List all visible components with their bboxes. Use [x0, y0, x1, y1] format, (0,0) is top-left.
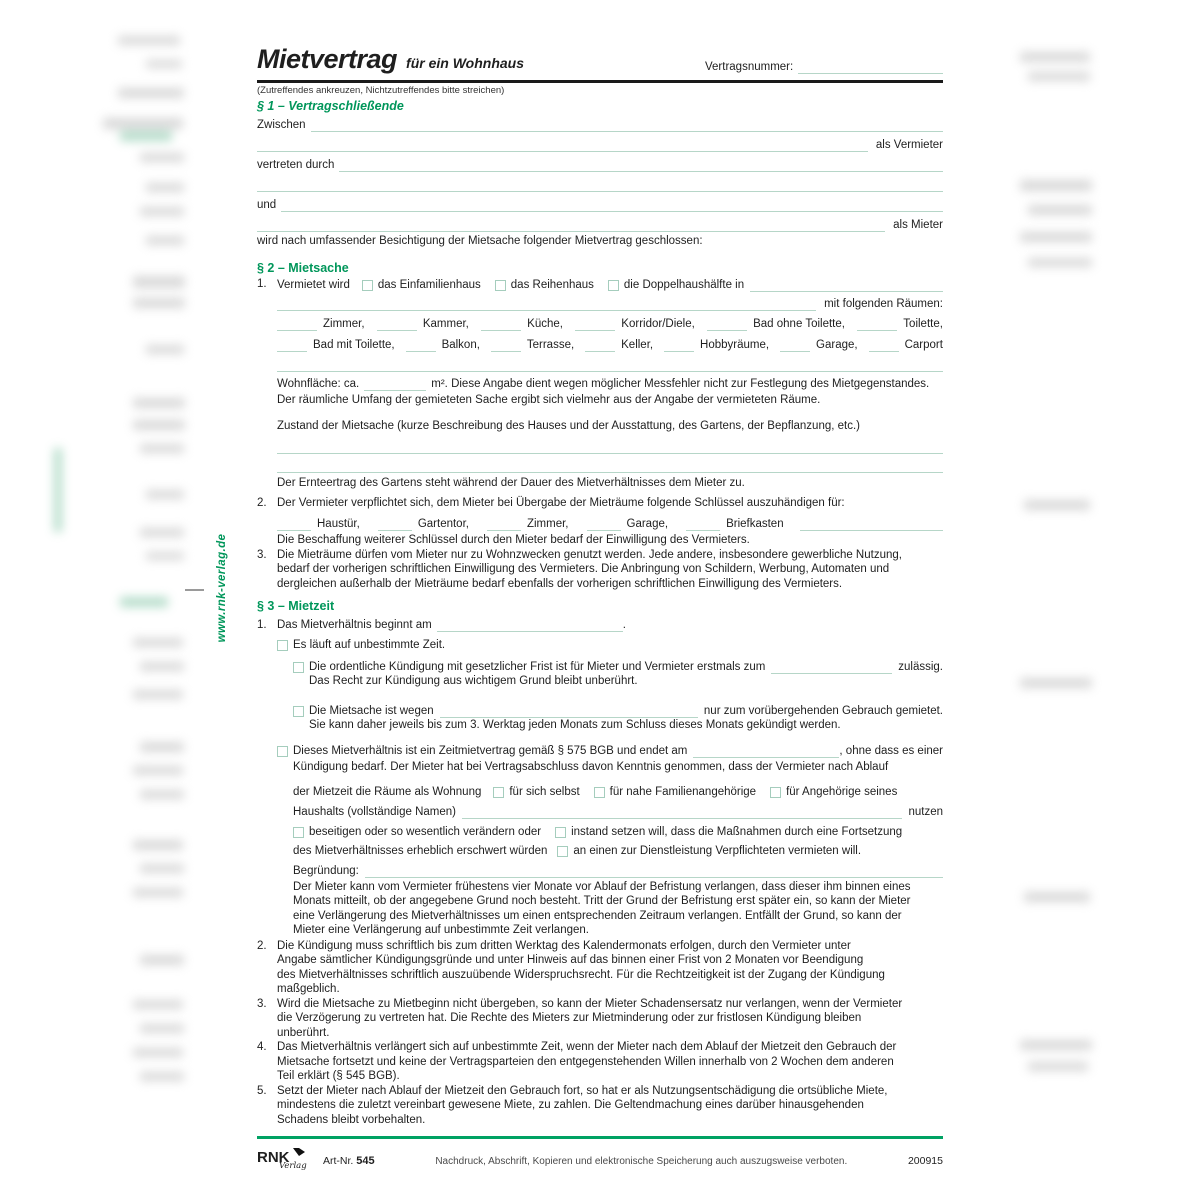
mietzeit-raeume-label: der Mietzeit die Räume als Wohnung [293, 785, 482, 798]
rooms-extra-line[interactable] [277, 359, 943, 372]
checkbox-unbestimmte-zeit[interactable] [277, 640, 288, 651]
blur-shape [146, 552, 184, 560]
mietbeginn-row [277, 618, 943, 632]
contract-number-label: Vertragsnummer: [705, 61, 794, 73]
blur-shape [140, 153, 184, 162]
vermieter-name-line-1[interactable] [311, 119, 943, 132]
nutzung-optionen-row [293, 775, 943, 799]
ort-line[interactable] [750, 279, 943, 292]
blur-shape [1028, 1062, 1088, 1071]
item-number: 2. [257, 939, 267, 952]
instand-label: instand setzen will, dass die Maßnahmen durch eine Fortsetzung [571, 825, 903, 838]
wegen-label: Die Mietsache ist wegen [309, 704, 434, 717]
checkbox-doppelhaushaelfte[interactable] [608, 280, 619, 291]
rooms-row-1 [277, 311, 943, 331]
beseitigen-label: beseitigen oder so wesentlich verändern oder [309, 825, 542, 838]
room-label: Garage, [816, 339, 858, 351]
blur-shape [1028, 205, 1092, 215]
contract-document [257, 0, 943, 1200]
begruendung-label: Begründung: [293, 864, 359, 877]
art-number-value: 545 [356, 1155, 375, 1167]
schluessel-label: Gartentor, [417, 518, 469, 530]
mieter-row [257, 212, 943, 232]
room-count-line[interactable] [277, 339, 307, 352]
room-count-line[interactable] [481, 318, 521, 331]
checkbox-einfamilienhaus[interactable] [362, 280, 373, 291]
zustand-row-2 [277, 454, 943, 473]
blur-shape [1020, 180, 1092, 191]
schluessel-text: Der Vermieter verpflichtet sich, dem Mieter bei Übergabe der Mieträume folgende Schlüssel auszuhändigen für: [277, 496, 845, 509]
rnk-verlag-logo [257, 1150, 319, 1172]
room-count-line[interactable] [491, 339, 521, 352]
schluessel-count-line[interactable] [378, 518, 412, 531]
blur-shape [1020, 232, 1092, 242]
mietbeginn-label: Das Mietverhältnis beginnt am [277, 619, 432, 631]
title-rule [257, 80, 943, 83]
vermietet-wird-row [277, 277, 943, 292]
schluessel-row [277, 510, 943, 531]
room-count-line[interactable] [406, 339, 436, 352]
room-label: Küche, [527, 318, 563, 330]
familienangehoerige-label: für nahe Familienangehörige [609, 785, 757, 798]
room-label: Bad mit Toilette, [313, 339, 395, 351]
blur-shape [133, 420, 185, 430]
blur-shape [140, 528, 184, 537]
contract-number-group [705, 58, 943, 74]
blur-shape [133, 840, 183, 850]
begruendung-row [293, 858, 943, 878]
blur-shape [140, 955, 184, 965]
vermietet-wird-label: Vermietet wird [277, 279, 350, 291]
wohnflaeche-text-1: m². Diese Angabe dient wegen möglicher Messfehler nicht zur Festlegung des Mietgegenstandes. [431, 378, 930, 390]
blur-shape [140, 207, 184, 216]
room-label: Carport [904, 339, 943, 351]
item-number: 5. [257, 1084, 267, 1097]
schluessel-label: Garage, [626, 518, 669, 530]
raeume-suffix-label: mit folgenden Räumen: [824, 298, 943, 310]
erschwert-label: des Mietverhältnisses erheblich erschwert würden [293, 844, 548, 857]
room-count-line[interactable] [707, 318, 747, 331]
contract-number-line[interactable] [798, 61, 943, 74]
room-count-line[interactable] [377, 318, 417, 331]
room-label: Hobbyräume, [700, 339, 770, 351]
blur-shape [146, 490, 184, 499]
blur-shape [140, 444, 184, 453]
blur-shape [140, 864, 184, 873]
room-count-line[interactable] [780, 339, 810, 352]
footer-code: 200915 [907, 1155, 943, 1167]
blur-shape [133, 690, 183, 699]
blur-shape [146, 236, 184, 245]
section-2 [257, 262, 943, 591]
beseitigen-row [293, 819, 943, 839]
blur-shape [1024, 500, 1090, 510]
room-count-line[interactable] [869, 339, 899, 352]
checkbox-zeitmietvertrag[interactable] [277, 746, 288, 757]
zeitmietvertrag-label: Dieses Mietverhältnis ist ein Zeitmietvertrag gemäß § 575 BGB und endet am [293, 745, 688, 757]
item-number: 1. [257, 278, 267, 290]
item-number: 3. [257, 548, 267, 561]
section-2-heading: § 2 – Mietsache [257, 261, 349, 275]
wegen-grund-line[interactable] [440, 705, 698, 718]
vertreter-line-1[interactable] [339, 159, 943, 172]
vertreten-label: vertreten durch [257, 159, 335, 171]
room-count-line[interactable] [664, 339, 694, 352]
ort-line-2[interactable] [277, 298, 816, 311]
blur-shape [140, 1024, 184, 1033]
und-row [257, 192, 943, 212]
haushalt-namen-line[interactable] [462, 806, 902, 819]
blur-shape [118, 88, 184, 98]
checkbox-beseitigen[interactable] [293, 827, 304, 838]
blur-shape [146, 183, 184, 192]
footer [257, 1150, 943, 1172]
page-subtitle: für ein Wohnhaus [406, 55, 525, 71]
unbestimmt-label: Es läuft auf unbestimmte Zeit. [293, 639, 446, 651]
ende-datum-line[interactable] [693, 745, 839, 758]
als-mieter-label: als Mieter [893, 219, 943, 231]
section-1 [257, 100, 943, 249]
befristung-text: Der Mieter kann vom Vermieter frühestens vier Monate vor Ablauf der Befristung verlangen, dass dieser ihm binnen eines Monats mitteilt, ob der angegebene Grund noch besteht. Tritt der Grund der Befristung erst später ein, so kann der Mieter eine Verlängerung des Mietverhältnisses um einen entsprechenden Zeitraum verlangen. Entfällt der Grund, so kann der Mieter eine Verlängerung auf unbestimmte Zeit verlangen. [293, 880, 911, 936]
wohnflaeche-row [277, 377, 943, 391]
vertreten-row [257, 152, 943, 172]
room-label: Korridor/Diele, [621, 318, 695, 330]
zulaessig-label: zulässig. [898, 661, 943, 673]
doppelhaus-label: die Doppelhaushälfte in [623, 279, 745, 291]
einfamilienhaus-label: das Einfamilienhaus [377, 279, 481, 291]
blur-shape [120, 597, 168, 607]
vertreter-row-2 [257, 172, 943, 192]
page-title: Mietvertrag [257, 44, 398, 74]
room-count-line[interactable] [277, 318, 317, 331]
checkbox-fuer-sich-selbst[interactable] [493, 787, 504, 798]
checkbox-voruebergehender-gebrauch[interactable] [293, 706, 304, 717]
reihenhaus-label: das Reihenhaus [510, 279, 594, 291]
begruendung-line[interactable] [365, 865, 943, 878]
zustand-label: Zustand der Mietsache (kurze Beschreibung des Hauses und der Ausstattung, des Gartens, der Bepflanzung, etc.) [277, 419, 860, 432]
item-number: 1. [257, 619, 267, 631]
room-count-line[interactable] [575, 318, 615, 331]
wohnflaeche-line[interactable] [364, 378, 426, 391]
kuendigung-recht-text: Das Recht zur Kündigung aus wichtigem Grund bleibt unberührt. [309, 675, 638, 687]
zustand-line-2[interactable] [277, 460, 943, 473]
schluessel-extra-line[interactable] [800, 518, 943, 531]
ordentliche-kuendigung-label: Die ordentliche Kündigung mit gesetzlicher Frist ist für Mieter und Vermieter erstmals zum [309, 661, 766, 673]
blur-shape [1024, 892, 1090, 902]
fuer-sich-selbst-label: für sich selbst [509, 785, 580, 798]
blur-shape [1020, 1040, 1092, 1050]
zwischen-label: Zwischen [257, 119, 306, 131]
room-label: Kammer, [422, 318, 469, 330]
blur-shape [146, 345, 184, 354]
section-1-heading: § 1 – Vertragschließende [257, 99, 404, 113]
s3-item-3 [257, 997, 943, 1041]
blur-shape [133, 398, 185, 408]
schluessel-label: Zimmer, [526, 518, 569, 530]
checkbox-angehoerige-haushalt[interactable] [770, 787, 781, 798]
contract-intro: wird nach umfassender Besichtigung der Mietsache folgender Mietvertrag geschlossen: [257, 235, 703, 247]
s3-item-5 [257, 1084, 943, 1128]
blur-shape [1028, 258, 1092, 267]
blur-shape [1028, 72, 1090, 81]
s2-item-2 [257, 496, 943, 548]
blur-shape [140, 1072, 184, 1081]
schluessel-count-line[interactable] [277, 518, 311, 531]
blur-shape [133, 276, 185, 288]
document-title-group [257, 44, 524, 74]
blur-shape [118, 36, 180, 45]
art-number-label: Art-Nr. [323, 1155, 354, 1167]
wohnflaeche-label: Wohnfläche: ca. [277, 378, 360, 390]
vermieter-row [257, 132, 943, 152]
blur-shape [133, 298, 185, 308]
blur-shape [133, 1000, 183, 1009]
rnk-flag-icon [293, 1148, 305, 1160]
section-3-heading: § 3 – Mietzeit [257, 599, 335, 613]
room-count-line[interactable] [857, 318, 897, 331]
schluessel-count-line[interactable] [686, 518, 720, 531]
nutzungsentschaedigung-text: Setzt der Mieter nach Ablauf der Mietzeit den Gebrauch fort, so hat er als Nutzungsentschädigung die ortsübliche Miete, mindestens die zuletzt vereinbart gewesene Miete, zu zahlen. Die Geltendmachung eines darüber hinausgehenden Schadens bleibt vorbehalten. [277, 1084, 888, 1126]
blur-shape [133, 888, 183, 897]
mieter-name-line-2[interactable] [257, 219, 885, 232]
blur-shape [146, 60, 182, 68]
art-number [323, 1155, 375, 1167]
kuendigung-bedarf-text: Kündigung bedarf. Der Mieter hat bei Vertragsabschluss davon Kenntnis genommen, dass der Vermieter nach Ablauf [293, 761, 889, 773]
blur-shape [1020, 52, 1090, 62]
rnk-logo-text: RNK [257, 1149, 290, 1166]
blur-shape [1020, 678, 1092, 688]
rnk-verlag-script: Verlag [279, 1161, 307, 1171]
mietbeginn-datum-line[interactable] [437, 619, 623, 632]
schluessel-label: Briefkasten [726, 518, 784, 530]
ohne-dass-label: , ohne dass es einer [839, 745, 943, 757]
room-label: Balkon, [441, 339, 480, 351]
ordentliche-kuendigung-row [293, 652, 943, 674]
erschwert-row [293, 839, 943, 858]
blur-shape [120, 131, 172, 141]
blur-shape [103, 118, 183, 129]
wohnzwecke-text: Die Mieträume dürfen vom Mieter nur zu Wohnzwecken genutzt werden. Jede andere, insbesondere gewerbliche Nutzung, bedarf der vorherigen schriftlichen Einwilligung des Vermieters. Die Anbringung von Schildern, Werbung, Automaten und dergleichen außerhalb der Mieträume bedarf ebenfalls der vorherigen schriftlichen Einwilligung des Vermieters. [277, 548, 902, 590]
item-number: 4. [257, 1041, 267, 1053]
nutzen-label: nutzen [908, 805, 943, 818]
zwischen-row [257, 113, 943, 132]
s3-item-4 [257, 1040, 943, 1084]
ernteertrag-text: Der Ernteertrag des Gartens steht während der Dauer des Mietverhältnisses dem Mieter zu. [277, 477, 745, 489]
checkbox-dienstleistung[interactable] [557, 846, 568, 857]
checkbox-instand-setzen[interactable] [555, 827, 566, 838]
schluessel-note: Die Beschaffung weiterer Schlüssel durch den Mieter bedarf der Einwilligung des Vermieters. [277, 534, 750, 546]
dienstleistung-label: an einen zur Dienstleistung Verpflichteten vermieten will. [573, 844, 862, 857]
blur-shape [140, 742, 184, 752]
wohnflaeche-block [277, 377, 943, 408]
room-label: Terrasse, [526, 339, 575, 351]
section-3 [257, 600, 943, 1127]
s3-item-2 [257, 939, 943, 997]
angehoerige-label: für Angehörige seines [786, 785, 898, 798]
checkbox-ordentliche-kuendigung[interactable] [293, 662, 304, 673]
wohnflaeche-text-2: Der räumliche Umfang der gemieteten Sache ergibt sich vielmehr aus der Angabe der vermieteten Räume. [277, 394, 821, 406]
room-label: Bad ohne Toilette, [753, 318, 845, 330]
checkbox-reihenhaus[interactable] [495, 280, 506, 291]
haushalt-row [293, 799, 943, 819]
footer-legal-text: Nachdruck, Abschrift, Kopieren und elektronische Speicherung auch auszugsweise verboten. [435, 1155, 848, 1167]
s3-item-1 [257, 618, 943, 938]
blur-shape [140, 662, 184, 671]
room-label: Zimmer, [323, 318, 365, 330]
gebrauch-label: nur zum vorübergehenden Gebrauch gemietet. [703, 704, 943, 717]
werktag-text: Sie kann daher jeweils bis zum 3. Werktag jeden Monats zum Schluss dieses Monats gekündigt werden. [309, 718, 841, 731]
room-count-line[interactable] [585, 339, 615, 352]
blur-shape [140, 790, 184, 799]
haushalt-label: Haushalts (vollständige Namen) [293, 805, 456, 818]
room-label: Toilette, [903, 318, 943, 330]
zustand-line-1[interactable] [277, 441, 943, 454]
s2-item-3 [257, 548, 943, 592]
s2-item-1 [257, 277, 943, 491]
item-number: 3. [257, 997, 267, 1010]
zustand-row-1 [277, 433, 943, 454]
room-label: Keller, [621, 339, 654, 351]
zeitmietvertrag-row [277, 743, 943, 758]
als-vermieter-label: als Vermieter [875, 139, 943, 151]
vermieter-name-line-2[interactable] [257, 139, 868, 152]
header-note: (Zutreffendes ankreuzen, Nichtzutreffendes bitte streichen) [257, 85, 505, 96]
item-number: 2. [257, 496, 267, 509]
blur-shape [54, 448, 62, 532]
raeume-row [277, 292, 943, 311]
blur-shape [133, 638, 183, 647]
kuendigung-schriftlich-text: Die Kündigung muss schriftlich bis zum dritten Werktag des Kalendermonats erfolgen, durch den Vermieter unter Angabe sämtlicher Kündigungsgründe und unter Hinweis auf das binnen einer Frist von 2 Monaten vor Beendigung des Mietverhältnisses schriftlich auszuübende Widerspruchsrecht. Für die Rechtzeitigkeit ist der Zugang der Kündigung maßgeblich. [277, 939, 885, 995]
schluessel-count-line[interactable] [587, 518, 621, 531]
footer-rule [257, 1136, 943, 1139]
vertreter-line-2[interactable] [257, 179, 943, 192]
kuendigung-datum-line[interactable] [771, 661, 892, 674]
side-vertical-url: www.rnk-verlag.de [216, 533, 228, 643]
schluessel-label: Haustür, [317, 518, 360, 530]
checkbox-familienangehoerige[interactable] [594, 787, 605, 798]
mietbeginn-period: . [622, 619, 626, 631]
side-dash [185, 589, 204, 591]
und-label: und [257, 199, 277, 211]
verlaengerung-text: Das Mietverhältnis verlängert sich auf unbestimmte Zeit, wenn der Mieter nach dem Ablauf der Mietzeit den Gebrauch der Mietsache fortsetzt und keine der Vertragsparteien den entgegenstehenden Willen innerhalb von 2 Wochen dem anderen Teil erklärt (§ 545 BGB). [277, 1041, 897, 1082]
schluessel-count-line[interactable] [487, 518, 521, 531]
blur-shape [133, 1048, 183, 1057]
rooms-row-2 [277, 331, 943, 352]
blur-shape [133, 766, 183, 775]
mietbeginn-uebergabe-text: Wird die Mietsache zu Mietbeginn nicht übergeben, so kann der Mieter Schadensersatz nur verlangen, wenn der Vermieter die Verzögerung zu vertreten hat. Die Rechte des Mieters zur Mietminderung oder zur fristlosen Kündigung bleiben unberührt. [277, 997, 903, 1039]
unbestimmt-row [277, 635, 943, 652]
mieter-name-line-1[interactable] [281, 199, 943, 212]
rooms-extra-row [277, 352, 943, 372]
voruebergehend-row [293, 696, 943, 718]
